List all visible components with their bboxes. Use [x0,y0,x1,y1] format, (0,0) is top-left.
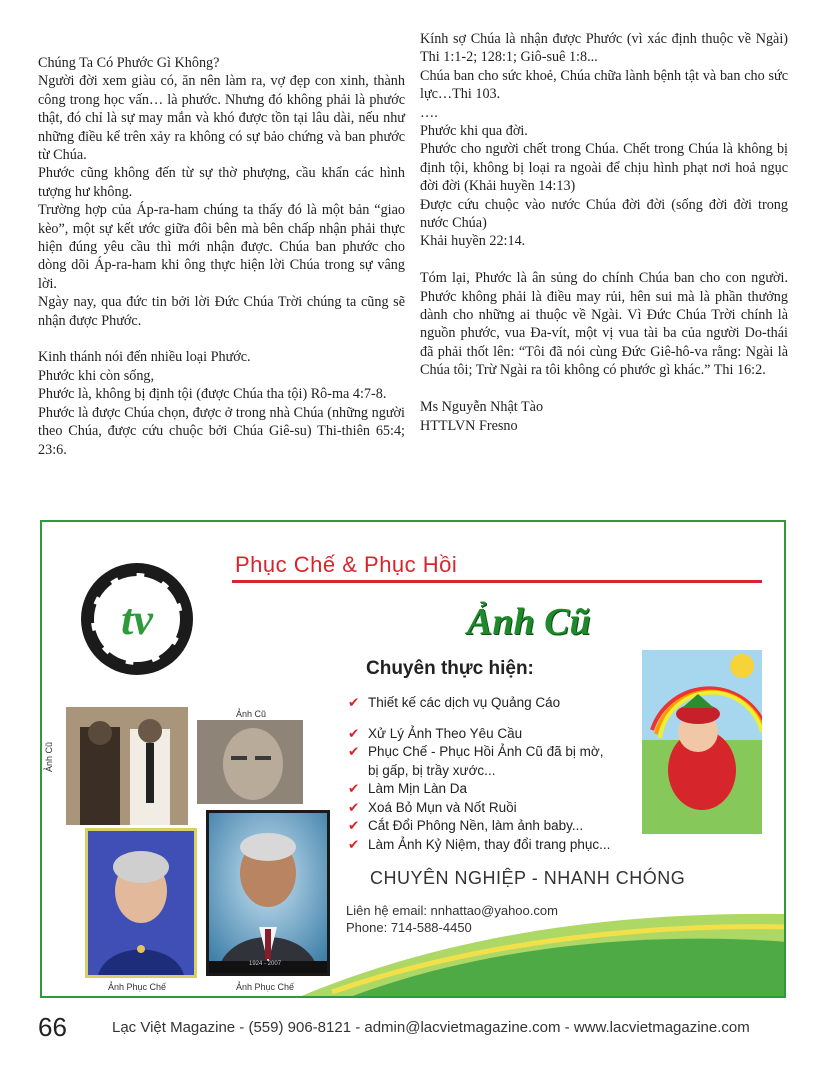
paragraph: Phước là, không bị định tội (được Chúa tha tội) Rô-ma 4:7-8. [38,386,387,403]
restored-woman-photo [85,828,197,978]
paragraph: Phước là được Chúa chọn, được ở trong nhà Chúa (những người theo Chúa, được cứu chuộc bởi Chúa Giê-su) Thi-thiên 65:4; 23:6. [38,404,405,458]
ad-title: Phục Chế & Phục Hồi [235,552,458,577]
checkmark-icon: ✔ [348,781,360,796]
svg-text:tv: tv [121,595,153,644]
service-item: ✔ Làm Mịn Làn Da [344,780,610,799]
paragraph: Khải huyền 22:14. [420,233,526,250]
paragraph: Phước khi còn sống, [38,367,155,384]
page-number: 66 [38,1012,67,1042]
ad-title-anh-cu: Ảnh Cũ [467,601,591,643]
paragraph: Chúa ban cho sức khoẻ, Chúa chữa lành bệnh tật và ban cho sức lực…Thi 103. [420,67,788,103]
caption-anh-cu-side: Ảnh Cũ [44,741,54,772]
email-line: Liên hệ email: nnhattao@yahoo.com [346,903,558,918]
service-item: ✔ Cắt Đổi Phông Nền, làm ảnh baby... [344,817,610,836]
paragraph: Tóm lại, Phước là ân sủng do chính Chúa ban cho con người. Phước không phải là điều may rủi, hên sui mà là phần thưởng dành cho những ai thuộc về Ngài. Vì Đức Chúa Trời chính là nguồn phước, vua Đa-vít, một vị vua tài ba của người Do-thái đã phải thốt lên: “Tôi đã nói cùng Đức Giê-hô-va rằng: Ngài là Chúa tôi; Trừ Ngài ra tôi không có phước gì khác.” Thi 16:2. [420,270,788,379]
services-heading: Chuyên thực hiện: [366,658,534,679]
tv-logo [78,560,196,678]
article-left-column [38,54,405,459]
caption-restored-right: Ảnh Phục Chế [236,982,295,992]
article-right-column [420,30,788,435]
service-item: ✔ Thiết kế các dịch vụ Quảng Cáo [344,694,610,713]
paragraph: …. [420,104,438,121]
service-item: ✔ Làm Ảnh Kỷ Niệm, thay đổi trang phục... [344,836,610,855]
contact-info [346,902,558,936]
title-underline [232,580,762,583]
article-heading: Chúng Ta Có Phước Gì Không? [38,55,220,71]
page-footer [38,1012,798,1042]
phone-line: Phone: 714-588-4450 [346,920,472,935]
caption-restored-left: Ảnh Phục Chế [108,982,167,992]
paragraph: Phước khi qua đời. [420,123,528,140]
checkmark-icon: ✔ [348,818,360,833]
blank-line [38,330,405,348]
service-item: ✔ Xoá Bỏ Mụn và Nốt Ruồi [344,799,610,818]
old-man-photo [197,720,303,804]
checkmark-icon: ✔ [348,799,360,815]
years-label: 1924 - 2007 [249,961,282,967]
blank-line [420,251,788,269]
paragraph: Kinh thánh nói đến nhiều loại Phước. [38,349,251,366]
baby-strawberry-photo [642,650,762,834]
author-church: HTTLVN Fresno [420,417,518,434]
caption-anh-cu-top: Ảnh Cũ [236,709,267,719]
restored-man-photo [206,810,330,976]
blank-line [420,380,788,398]
paragraph: Được cứu chuộc vào nước Chúa đời đời (sống đời đời trong nước Chúa) [420,196,788,232]
service-item-continued: bị gấp, bị trầy xước... [368,762,496,778]
paragraph: Ngày nay, qua đức tin bởi lời Đức Chúa Trời chúng ta cũng sẽ nhận được Phước. [38,294,405,329]
paragraph: Trường hợp của Áp-ra-ham chúng ta thấy đó là một bản “giao kèo”, một sự kết ước giữa đôi bên mà bên chấp nhận phải thực hiện đúng yêu cầu thì mới nhận được. Chúa ban phước cho dòng dõi Áp-ra-ham khi ông thực hiện lời Chúa trong sự vâng lời. [38,202,405,292]
checkmark-icon: ✔ [348,725,360,741]
paragraph: Người đời xem giàu có, ăn nên làm ra, vợ đẹp con xinh, thành công trong học vấn… là phước. Nhưng đó không phải là phước thật, đó chỉ là sự may mắn và khó được tồn tại lâu dài, nếu như những điều kể trên xảy ra không có sự bảo chứng và ban phước từ Chúa. [38,73,405,164]
slogan: CHUYÊN NGHIỆP - NHANH CHÓNG [370,868,686,888]
service-item: ✔ Xử Lý Ảnh Theo Yêu Cầu [344,725,610,744]
author-name: Ms Nguyễn Nhật Tào [420,399,544,416]
service-item: ✔ Phục Chế - Phục Hồi Ảnh Cũ đã bị mờ, [344,743,610,762]
checkmark-icon: ✔ [348,744,360,759]
photo-restoration-ad [40,520,786,998]
paragraph: Kính sợ Chúa là nhận được Phước (vì xác định thuộc về Ngài) Thi 1:1-2; 128:1; Giô-suê 1:8... [420,31,788,66]
services-list [344,694,610,854]
paragraph: Phước cho người chết trong Chúa. Chết trong Chúa là không bị định tội, không bị loại ra ngoài để chịu hình phạt nơi hoả ngục đời đời (Khải huyền 14:13) [420,141,788,195]
footer-text: Lạc Việt Magazine - (559) 906-8121 - admin@lacvietmagazine.com - www.lacvietmagazine.com [112,1019,750,1036]
old-couple-photo [66,707,188,825]
paragraph: Phước cũng không đến từ sự thờ phượng, cầu khẩn các hình tượng hư không. [38,165,405,200]
checkmark-icon: ✔ [348,695,360,710]
checkmark-icon: ✔ [348,836,360,852]
